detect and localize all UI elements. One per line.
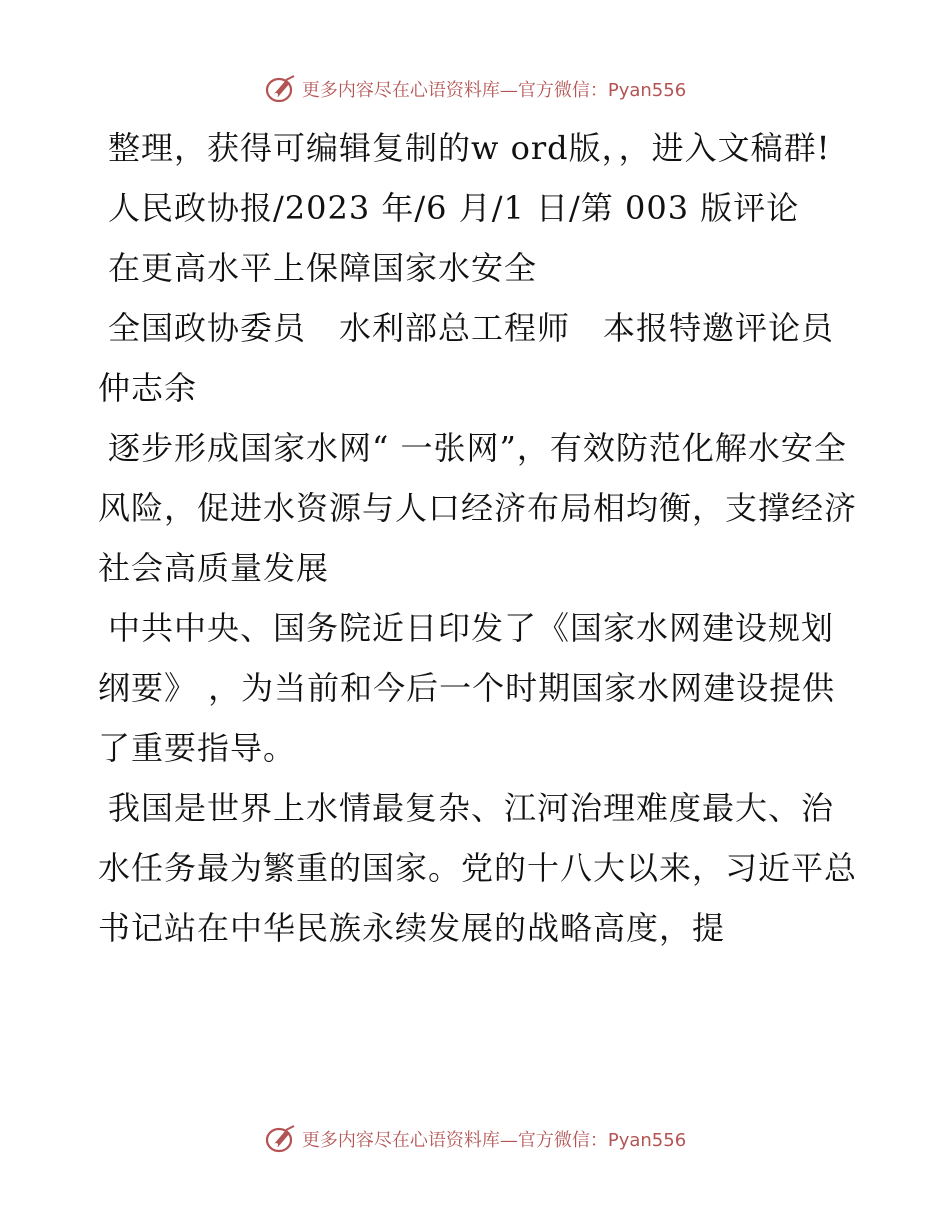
article-author: 全国政协委员 水利部总工程师 本报特邀评论员 仲志余	[98, 309, 868, 407]
watermark-footer	[0, 1124, 950, 1158]
document-body	[98, 118, 868, 958]
article-title: 在更高水平上保障国家水安全	[108, 249, 538, 287]
watermark-header	[0, 74, 950, 108]
article-subtitle: 逐步形成国家水网“ 一张网”，有效防范化解水安全风险，促进水资源与人口经济布局相均衡，支撑经济社会高质量发展	[98, 429, 858, 587]
logo-icon	[264, 74, 298, 104]
paragraph-body-2: 我国是世界上水情最复杂、江河治理难度最大、治水任务最为繁重的国家。党的十八大以来，习近平总书记站在中华民族永续发展的战略高度，提	[98, 789, 858, 947]
watermark-wechat-id: Pyan556	[607, 80, 687, 101]
paragraph-intro: 整理，获得可编辑复制的w ord版，，进入文稿群!	[108, 129, 831, 167]
watermark-text: 更多内容尽在心语资料库—官方微信：	[301, 1130, 608, 1151]
paragraph-source: 人民政协报/2023 年/6 月/1 日/第 003 版评论	[108, 189, 800, 227]
logo-icon	[264, 1124, 298, 1154]
paragraph-body-1: 中共中央、国务院近日印发了《国家水网建设规划纲要》 ，为当前和今后一个时期国家水网建设提供了重要指导。	[98, 609, 836, 767]
watermark-text: 更多内容尽在心语资料库—官方微信：	[301, 80, 608, 101]
watermark-wechat-id: Pyan556	[607, 1130, 687, 1151]
